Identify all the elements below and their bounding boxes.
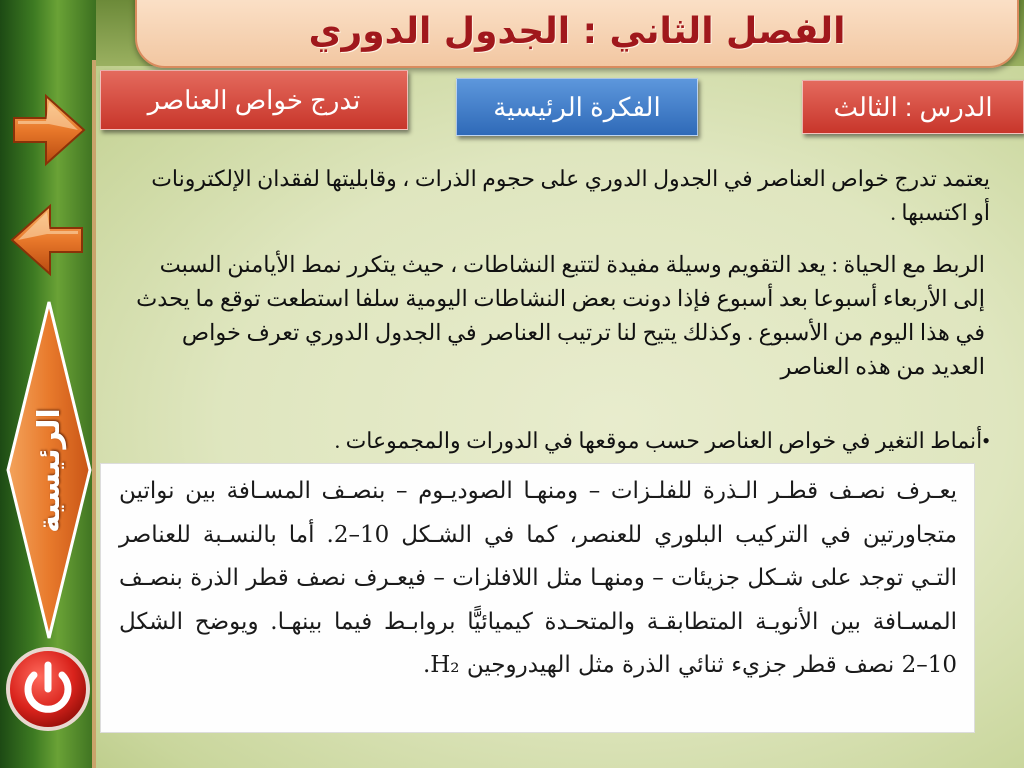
lesson-tag-label: الدرس : الثالث [833, 91, 993, 122]
slide-title: الفصل الثاني : الجدول الدوري [308, 10, 846, 52]
title-banner [135, 0, 1019, 68]
next-button[interactable] [8, 90, 88, 170]
topic-tag-label: تدرج خواص العناصر [147, 84, 361, 115]
arrow-left-icon [8, 200, 88, 280]
topic-tag [100, 70, 408, 130]
previous-button[interactable] [8, 200, 88, 280]
arrow-right-icon [8, 90, 88, 170]
main-idea-tag-label: الفكرة الرئيسية [493, 91, 661, 122]
home-button[interactable] [6, 300, 92, 640]
exit-button[interactable] [4, 645, 92, 733]
main-idea-tag [456, 78, 698, 136]
power-icon [4, 645, 92, 733]
paragraph-bullet: •أنماط التغير في خواص العناصر حسب موقعها في الدورات والمجموعات . [334, 428, 990, 453]
textbook-excerpt [100, 463, 975, 733]
paragraph-real-world: الربط مع الحياة : يعد التقويم وسيلة مفيدة لتتبع النشاطات ، حيث يتكرر نمط الأيامنن السبت إلى الأربعاء أسبوعا بعد أسبوع فإذا دونت بعض النشاطات اليومية سلفا استطعت توقع ما يحدث في هذا اليوم من الأسبوع . وكذلك يتيح لنا ترتيب العناصر في الجدول الدوري تعرف خواص العديد من هذه العناصر [136, 252, 985, 379]
home-label: الرئيسية [31, 407, 67, 533]
home-label-wrap [6, 300, 92, 640]
textbook-excerpt-text: يعـرف نصـف قطـر الـذرة للفلـزات – ومنهـا الصوديـوم – بنصـف المسـافة بين نواتين متجاورتين في التركيب البلوري للعنصر، كما في الشـكل 10–2. أما بالنسـبة للعناصر التـي توجد على شـكل جزيئات – ومنهـا مثل اللافلزات – فيعـرف نصف قطر الذرة بنصـف المسـافة بين الأنويـة المتطابقـة والمتحـدة كيميائيًّا بروابـط فيما بينهـا. ويوضح الشكل 10–2 نصف قطر جزيء ثنائي الذرة مثل الهيدروجين H₂. [119, 478, 957, 678]
lesson-tag [802, 80, 1024, 134]
paragraph-main-idea: يعتمد تدرج خواص العناصر في الجدول الدوري على حجوم الذرات ، وقابليتها لفقدان الإلكترونات أو اكتسبها . [151, 166, 990, 225]
